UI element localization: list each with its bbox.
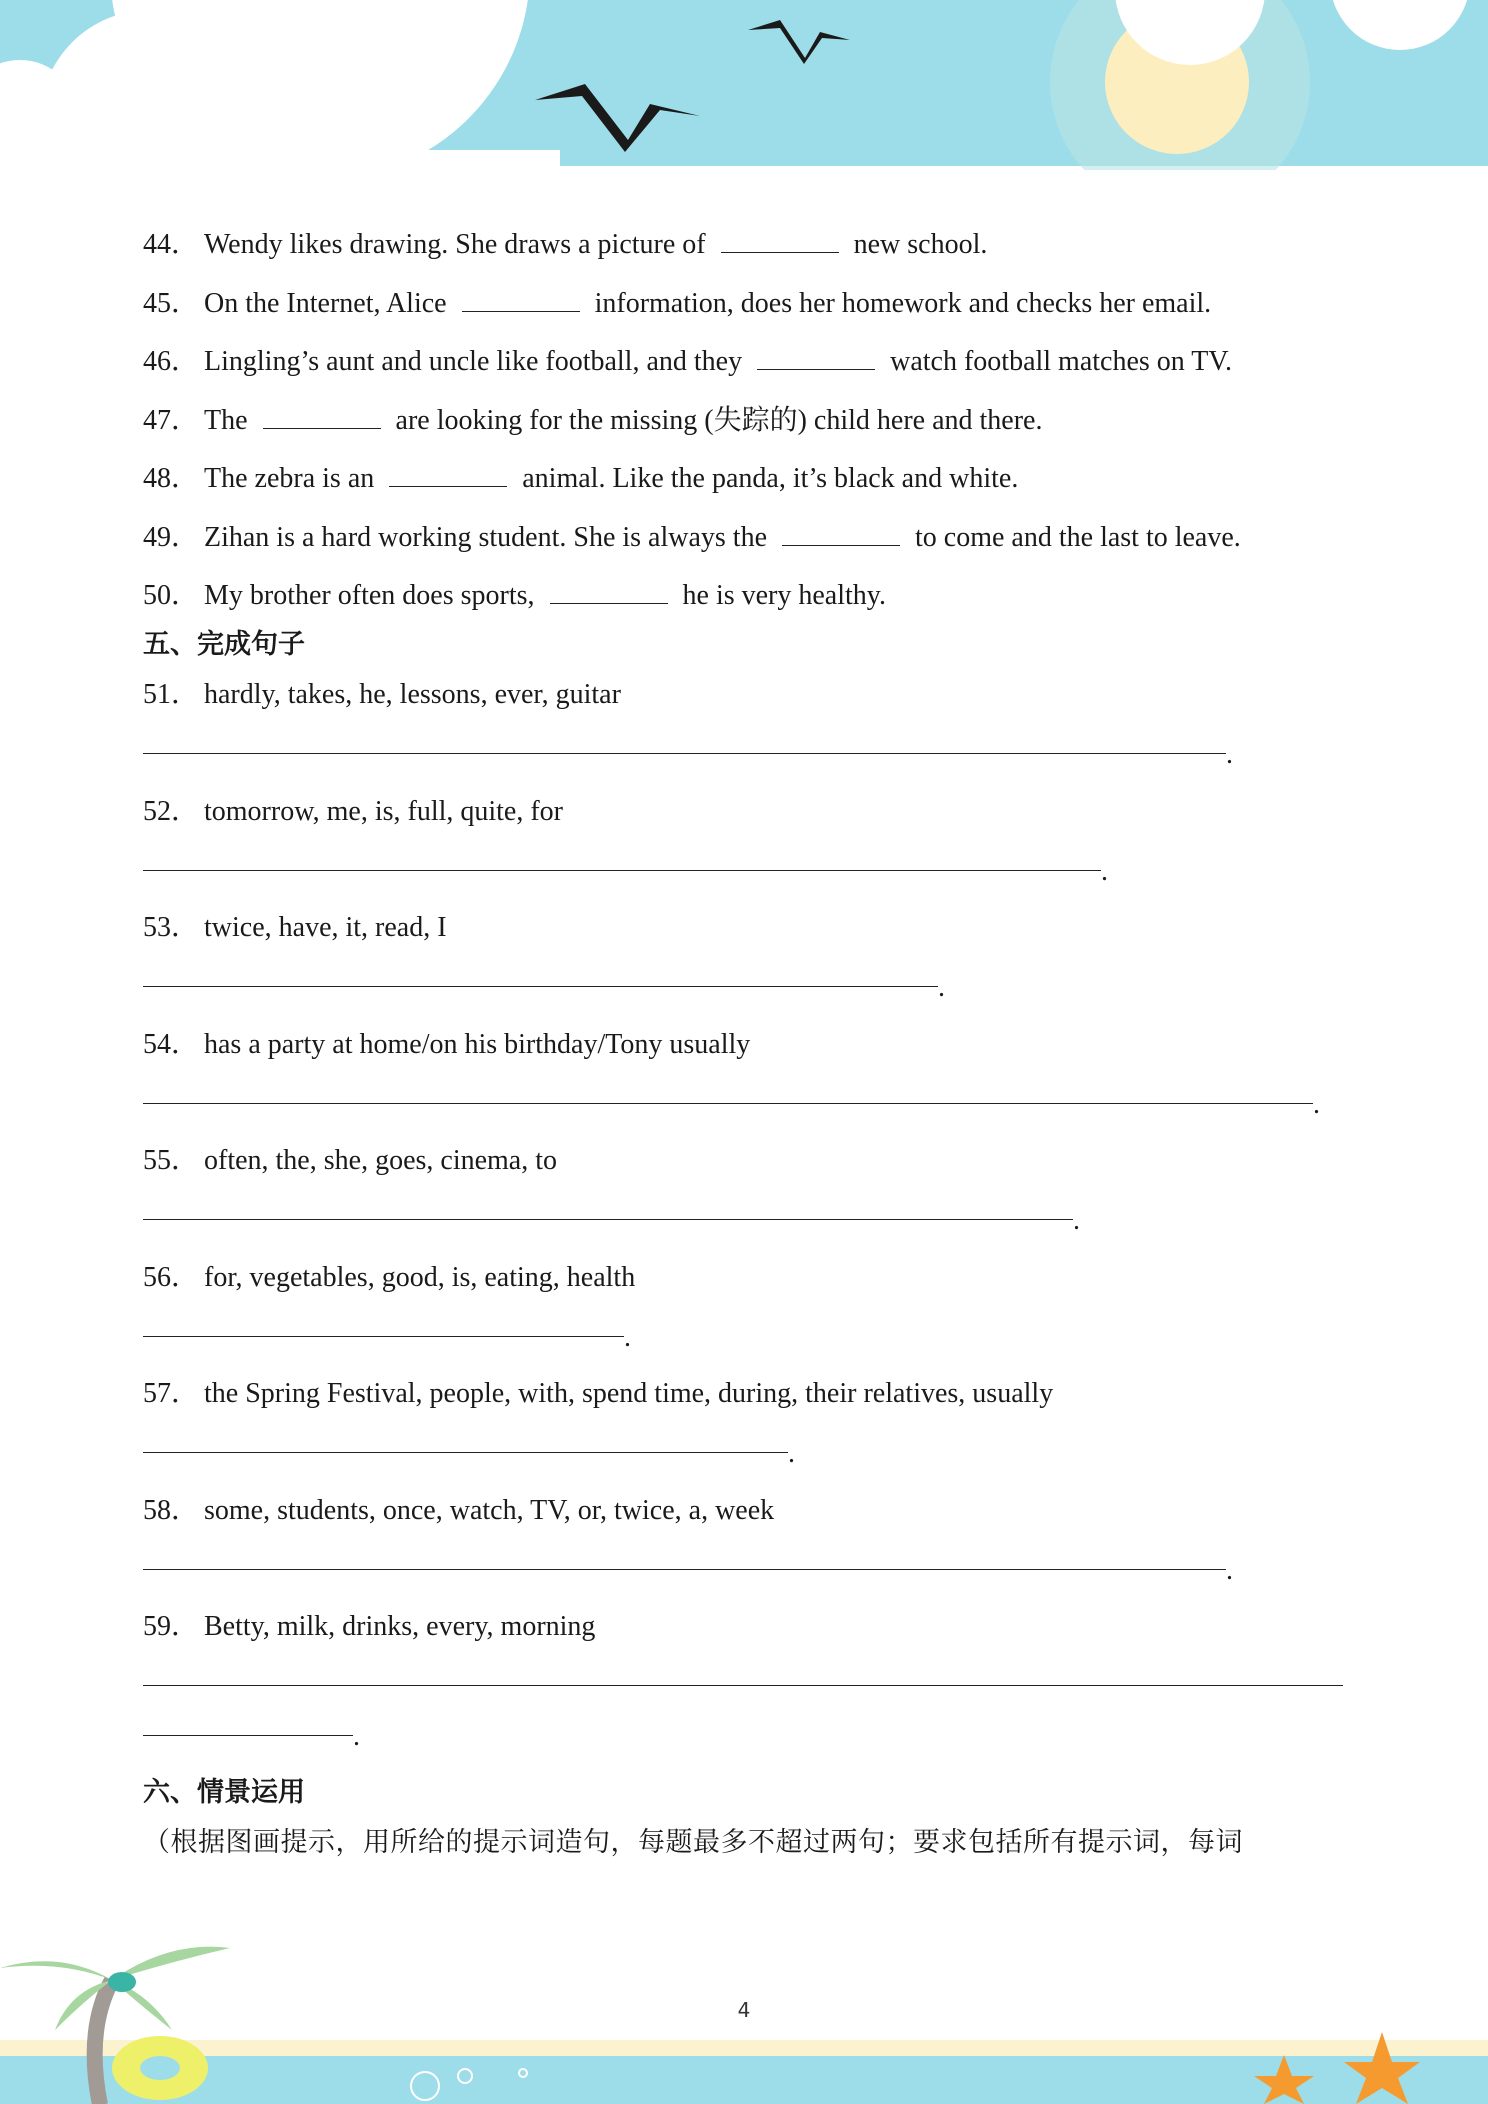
answer-period: . xyxy=(1073,1205,1080,1236)
sentence-item-51 xyxy=(143,673,1343,790)
question-number: 44． xyxy=(143,229,200,260)
question-text-after: are looking for the missing (失踪的) child here and there. xyxy=(395,404,1043,436)
question-number: 59． xyxy=(143,1611,200,1642)
answer-line-continued[interactable] xyxy=(143,1735,353,1736)
answer-line[interactable] xyxy=(143,1685,1343,1686)
question-text-after: he is very healthy. xyxy=(682,580,886,611)
answer-line[interactable] xyxy=(143,1569,1226,1570)
word-prompt: hardly, takes, he, lessons, ever, guitar xyxy=(204,679,621,710)
fill-blank[interactable] xyxy=(721,222,839,253)
sentence-item-59 xyxy=(143,1605,1343,1771)
footer-beach-banner xyxy=(0,1900,1488,2104)
question-number: 56． xyxy=(143,1261,200,1293)
part4-questions xyxy=(143,222,1343,623)
question-text-before: Lingling’s aunt and uncle like football, and they xyxy=(204,346,743,377)
swim-ring-icon xyxy=(112,2036,208,2100)
word-prompt: tomorrow, me, is, full, quite, for xyxy=(204,795,564,827)
question-text-before: The zebra is an xyxy=(204,463,375,494)
word-prompt: for, vegetables, good, is, eating, health xyxy=(204,1261,636,1293)
answer-line[interactable] xyxy=(143,753,1226,754)
question-text-before: The xyxy=(204,404,248,436)
section5-items xyxy=(143,673,1343,1771)
question-text-after: information, does her homework and checks her email. xyxy=(594,287,1212,319)
sentence-item-54 xyxy=(143,1023,1343,1140)
question-number: 46． xyxy=(143,346,200,377)
answer-period: . xyxy=(938,972,945,1003)
fill-blank[interactable] xyxy=(462,281,580,312)
answer-period: . xyxy=(353,1721,360,1752)
question-number: 51． xyxy=(143,679,200,710)
page-number: 4 xyxy=(737,1998,751,2022)
question-number: 47． xyxy=(143,404,200,436)
sentence-item-58 xyxy=(143,1489,1343,1606)
fill-blank[interactable] xyxy=(782,515,900,546)
question-49 xyxy=(143,515,1343,574)
question-47 xyxy=(143,398,1343,457)
question-text-before: Zihan is a hard working student. She is always the xyxy=(204,521,768,553)
worksheet-content xyxy=(143,222,1343,1865)
question-number: 50． xyxy=(143,580,200,611)
word-prompt: twice, have, it, read, I xyxy=(204,912,447,943)
word-prompt: often, the, she, goes, cinema, to xyxy=(204,1145,558,1176)
sentence-item-57 xyxy=(143,1372,1343,1489)
question-text-after: new school. xyxy=(853,229,988,260)
question-number: 52． xyxy=(143,795,200,827)
question-number: 55． xyxy=(143,1145,200,1176)
answer-line[interactable] xyxy=(143,870,1101,871)
question-number: 58． xyxy=(143,1494,200,1526)
answer-line[interactable] xyxy=(143,1103,1313,1104)
answer-line[interactable] xyxy=(143,1336,624,1337)
question-text-after: watch football matches on TV. xyxy=(890,346,1233,377)
section6-instructions: （根据图画提示，用所给的提示词造句，每题最多不超过两句；要求包括所有提示词，每词 xyxy=(143,1827,1243,1858)
question-44 xyxy=(143,222,1343,281)
sentence-item-55 xyxy=(143,1139,1343,1256)
word-prompt: some, students, once, watch, TV, or, twice, a, week xyxy=(204,1494,775,1526)
fill-blank[interactable] xyxy=(389,456,507,487)
question-number: 57． xyxy=(143,1378,200,1409)
question-text-before: My brother often does sports, xyxy=(204,580,535,611)
answer-period: . xyxy=(788,1438,795,1469)
question-text-before: Wendy likes drawing. She draws a picture of xyxy=(204,229,706,260)
fill-blank[interactable] xyxy=(757,339,875,370)
question-50 xyxy=(143,573,1343,623)
question-text-after: animal. Like the panda, it’s black and white. xyxy=(522,463,1019,494)
fill-blank[interactable] xyxy=(263,398,381,429)
answer-period: . xyxy=(1101,855,1108,887)
section5-heading: 五、完成句子 xyxy=(143,629,305,660)
answer-line[interactable] xyxy=(143,986,938,987)
answer-period: . xyxy=(1226,1554,1233,1586)
answer-period: . xyxy=(1226,739,1233,770)
sentence-item-53 xyxy=(143,906,1343,1023)
word-prompt: the Spring Festival, people, with, spend time, during, their relatives, usually xyxy=(204,1378,1054,1409)
question-number: 48． xyxy=(143,463,200,494)
question-45 xyxy=(143,281,1343,340)
question-number: 54． xyxy=(143,1028,200,1060)
word-prompt: has a party at home/on his birthday/Tony usually xyxy=(204,1028,751,1060)
question-number: 49． xyxy=(143,521,200,553)
question-48 xyxy=(143,456,1343,515)
question-text-after: to come and the last to leave. xyxy=(915,521,1241,553)
question-number: 45． xyxy=(143,287,200,319)
question-number: 53． xyxy=(143,912,200,943)
sentence-item-52 xyxy=(143,790,1343,907)
header-sky-banner xyxy=(0,0,1488,170)
answer-line[interactable] xyxy=(143,1219,1073,1220)
sentence-item-56 xyxy=(143,1256,1343,1373)
answer-line[interactable] xyxy=(143,1452,788,1453)
question-text-before: On the Internet, Alice xyxy=(204,287,447,319)
question-46 xyxy=(143,339,1343,398)
answer-period: . xyxy=(624,1321,631,1353)
section6-heading: 六、情景运用 xyxy=(143,1777,305,1808)
answer-period: . xyxy=(1313,1088,1320,1120)
word-prompt: Betty, milk, drinks, every, morning xyxy=(204,1611,596,1642)
fill-blank[interactable] xyxy=(550,573,668,604)
